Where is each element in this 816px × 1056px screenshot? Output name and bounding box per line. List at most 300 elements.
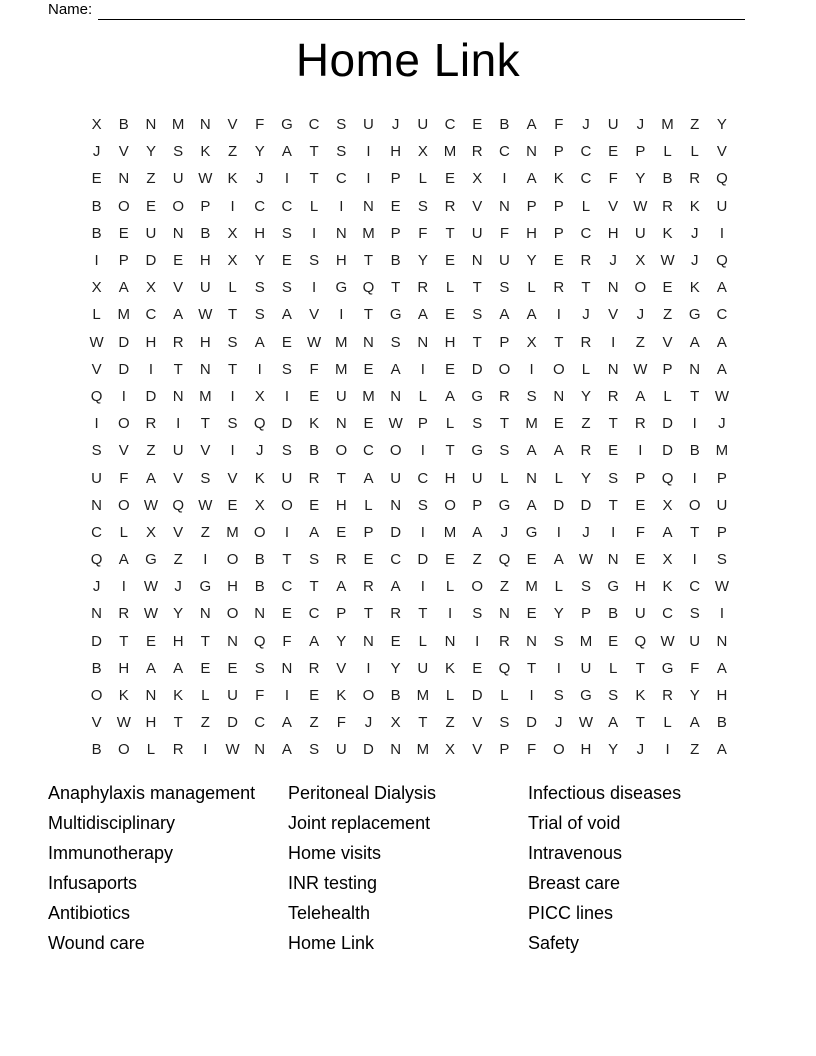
- grid-letter: A: [281, 306, 292, 324]
- grid-letter: V: [118, 442, 129, 460]
- grid-letter: V: [200, 442, 211, 460]
- grid-letter: C: [662, 605, 673, 623]
- grid-letter: O: [688, 496, 701, 514]
- grid-letter: M: [199, 387, 212, 405]
- grid-letter: I: [312, 224, 317, 242]
- grid-letter: A: [336, 578, 347, 596]
- grid-letter: R: [498, 387, 510, 405]
- grid-letter: N: [390, 387, 402, 405]
- grid-letter: N: [363, 333, 374, 351]
- grid-letter: A: [526, 306, 537, 324]
- grid-letter: S: [254, 659, 265, 677]
- grid-letter: Y: [689, 687, 700, 705]
- word-list-item: Peritoneal Dialysis: [288, 783, 437, 803]
- grid-letter: A: [145, 469, 156, 487]
- grid-letter: J: [718, 415, 726, 433]
- grid-letter: W: [660, 252, 675, 270]
- grid-letter: I: [203, 551, 208, 569]
- grid-letter: N: [118, 170, 130, 188]
- grid-letter: Z: [146, 442, 156, 460]
- grid-letter: T: [418, 714, 428, 732]
- grid-letter: L: [663, 714, 672, 732]
- grid-letter: I: [284, 387, 289, 405]
- grid-letter: Z: [662, 306, 673, 324]
- grid-letter: U: [199, 279, 211, 297]
- grid-letter: Y: [635, 170, 646, 188]
- grid-letter: M: [226, 523, 239, 541]
- grid-letter: O: [172, 197, 184, 215]
- grid-letter: C: [689, 578, 701, 596]
- grid-letter: J: [364, 714, 373, 732]
- grid-letter: T: [472, 333, 482, 351]
- grid-letter: U: [281, 469, 293, 487]
- grid-letter: I: [176, 415, 181, 433]
- grid-letter: P: [662, 360, 673, 378]
- grid-letter: F: [499, 224, 509, 242]
- grid-letter: W: [198, 306, 213, 324]
- grid-letter: L: [581, 197, 591, 215]
- grid-letter: A: [689, 333, 700, 351]
- grid-letter: V: [173, 279, 184, 297]
- grid-letter: I: [148, 360, 154, 378]
- grid-letter: W: [633, 360, 648, 378]
- grid-letter: J: [636, 741, 645, 759]
- grid-letter: E: [200, 659, 211, 677]
- grid-letter: H: [526, 224, 538, 242]
- grid-letter: F: [255, 116, 265, 134]
- grid-letter: W: [143, 578, 159, 596]
- grid-letter: A: [716, 279, 727, 297]
- grid-letter: J: [582, 523, 590, 541]
- grid-letter: L: [418, 170, 428, 188]
- grid-letter: P: [417, 415, 428, 433]
- grid-letter: R: [580, 333, 592, 351]
- word-list-item: INR testing: [288, 872, 378, 893]
- grid-letter: V: [309, 306, 320, 324]
- grid-letter: Q: [362, 279, 375, 297]
- grid-letter: I: [556, 659, 561, 677]
- grid-letter: A: [635, 387, 646, 405]
- word-list-column-1: [48, 779, 288, 958]
- grid-letter: Z: [499, 578, 509, 596]
- grid-letter: R: [417, 279, 429, 297]
- grid-letter: Y: [254, 143, 265, 161]
- grid-letter: V: [336, 659, 347, 677]
- grid-letter: N: [335, 224, 347, 242]
- grid-letter: A: [173, 306, 184, 324]
- grid-letter: R: [634, 415, 646, 433]
- grid-letter: C: [580, 170, 592, 188]
- grid-letter: N: [607, 551, 619, 569]
- grid-letter: A: [689, 714, 700, 732]
- grid-letter: I: [366, 143, 371, 161]
- grid-letter: Z: [581, 415, 591, 433]
- grid-letter: V: [227, 469, 238, 487]
- grid-letter: U: [91, 469, 103, 487]
- grid-letter: D: [118, 360, 130, 378]
- grid-letter: U: [335, 387, 347, 405]
- grid-letter: I: [366, 170, 371, 188]
- grid-letter: J: [582, 116, 590, 134]
- grid-letter: A: [173, 659, 184, 677]
- grid-letter: V: [118, 143, 129, 161]
- grid-letter: E: [445, 252, 456, 270]
- grid-letter: L: [527, 279, 536, 297]
- grid-letter: B: [200, 224, 211, 242]
- grid-letter: Y: [336, 632, 347, 650]
- grid-letter: N: [91, 496, 103, 514]
- grid-letter: E: [309, 687, 320, 705]
- grid-letter: A: [363, 469, 374, 487]
- grid-letter: I: [719, 224, 724, 242]
- grid-letter: N: [526, 469, 538, 487]
- grid-letter: Q: [90, 387, 103, 405]
- grid-letter: N: [363, 632, 374, 650]
- grid-letter: L: [663, 387, 672, 405]
- grid-letter: K: [254, 469, 265, 487]
- grid-letter: S: [417, 496, 428, 514]
- grid-letter: N: [172, 387, 184, 405]
- grid-letter: R: [390, 605, 402, 623]
- grid-letter: A: [472, 523, 483, 541]
- grid-letter: P: [363, 523, 374, 541]
- grid-letter: L: [445, 578, 455, 596]
- grid-letter: T: [445, 442, 455, 460]
- grid-letter: I: [366, 659, 371, 677]
- grid-letter: P: [635, 143, 646, 161]
- grid-letter: U: [417, 659, 429, 677]
- grid-letter: G: [607, 578, 619, 596]
- grid-letter: Y: [526, 252, 537, 270]
- grid-letter: C: [580, 224, 592, 242]
- grid-letter: O: [335, 442, 348, 460]
- grid-letter: I: [447, 605, 453, 623]
- grid-letter: H: [227, 578, 238, 596]
- grid-letter: R: [172, 741, 184, 759]
- grid-letter: W: [633, 197, 648, 215]
- grid-letter: S: [580, 578, 591, 596]
- grid-letter: L: [445, 687, 455, 705]
- grid-letter: S: [173, 143, 184, 161]
- grid-letter: I: [339, 197, 344, 215]
- grid-letter: X: [526, 333, 537, 351]
- grid-letter: N: [199, 605, 211, 623]
- grid-letter: K: [689, 279, 700, 297]
- grid-letter: I: [638, 442, 643, 460]
- grid-letter: T: [499, 415, 509, 433]
- word-list-item: Immunotherapy: [48, 842, 174, 863]
- grid-letter: T: [309, 143, 319, 161]
- grid-letter: V: [173, 523, 184, 541]
- grid-letter: N: [335, 415, 347, 433]
- grid-letter: B: [689, 442, 700, 460]
- grid-letter: L: [418, 632, 428, 650]
- grid-letter: O: [117, 197, 130, 215]
- grid-letter: J: [92, 578, 101, 596]
- grid-letter: T: [363, 252, 374, 270]
- grid-letter: T: [635, 659, 645, 677]
- grid-letter: K: [173, 687, 184, 705]
- grid-letter: B: [254, 578, 265, 596]
- grid-letter: X: [417, 143, 428, 161]
- grid-letter: E: [118, 224, 129, 242]
- grid-letter: R: [662, 197, 673, 215]
- grid-letter: R: [580, 252, 592, 270]
- word-list-item: Antibiotics: [48, 902, 131, 923]
- grid-letter: E: [445, 551, 456, 569]
- grid-letter: U: [471, 224, 483, 242]
- grid-letter: S: [309, 741, 320, 759]
- grid-letter: S: [309, 252, 320, 270]
- grid-letter: P: [553, 197, 564, 215]
- grid-letter: C: [335, 170, 347, 188]
- grid-letter: M: [525, 415, 538, 433]
- grid-letter: Y: [716, 116, 727, 134]
- grid-letter: A: [716, 360, 727, 378]
- grid-letter: D: [417, 551, 429, 569]
- grid-letter: W: [198, 496, 213, 514]
- grid-letter: C: [417, 469, 429, 487]
- grid-letter: I: [475, 632, 480, 650]
- grid-letter: E: [227, 659, 238, 677]
- grid-letter: Z: [472, 551, 482, 569]
- grid-letter: I: [230, 442, 235, 460]
- grid-letter: U: [498, 252, 510, 270]
- grid-letter: Q: [716, 170, 728, 188]
- grid-letter: V: [173, 469, 184, 487]
- grid-letter: U: [363, 116, 374, 134]
- grid-letter: X: [472, 170, 483, 188]
- grid-letter: G: [389, 306, 402, 324]
- grid-letter: C: [308, 116, 320, 134]
- grid-letter: C: [716, 306, 728, 324]
- grid-letter: S: [336, 116, 347, 134]
- grid-letter: R: [308, 469, 320, 487]
- grid-letter: J: [690, 252, 699, 270]
- grid-letter: X: [635, 252, 646, 270]
- grid-letter: O: [471, 578, 484, 596]
- grid-letter: P: [499, 333, 510, 351]
- grid-letter: A: [281, 714, 292, 732]
- grid-letter: X: [145, 279, 156, 297]
- grid-letter: S: [227, 415, 238, 433]
- grid-letter: R: [118, 605, 130, 623]
- grid-letter: I: [692, 415, 697, 433]
- grid-letter: B: [716, 714, 727, 732]
- grid-letter: U: [634, 224, 646, 242]
- grid-letter: U: [172, 442, 184, 460]
- grid-letter: K: [689, 197, 700, 215]
- grid-letter: X: [445, 741, 456, 759]
- grid-letter: W: [578, 551, 594, 569]
- grid-letter: P: [390, 170, 401, 188]
- grid-letter: E: [472, 659, 483, 677]
- grid-letter: A: [118, 551, 129, 569]
- grid-letter: T: [418, 605, 428, 623]
- grid-letter: B: [390, 687, 401, 705]
- grid-letter: M: [362, 387, 375, 405]
- grid-letter: E: [445, 306, 456, 324]
- name-fill-in-line[interactable]: [98, 0, 745, 20]
- grid-letter: P: [118, 252, 129, 270]
- grid-letter: I: [420, 442, 425, 460]
- grid-letter: I: [284, 687, 289, 705]
- grid-letter: L: [201, 687, 210, 705]
- grid-letter: E: [145, 632, 156, 650]
- grid-letter: N: [526, 632, 538, 650]
- word-list-column-2: [288, 779, 528, 958]
- grid-letter: S: [499, 279, 510, 297]
- grid-letter: E: [445, 360, 456, 378]
- grid-letter: G: [661, 659, 674, 677]
- grid-letter: T: [227, 306, 238, 324]
- grid-letter: Y: [580, 469, 591, 487]
- grid-letter: O: [253, 523, 266, 541]
- grid-letter: K: [553, 170, 564, 188]
- grid-letter: K: [200, 143, 211, 161]
- grid-letter: R: [607, 387, 619, 405]
- grid-letter: I: [230, 197, 235, 215]
- grid-letter: Z: [227, 143, 238, 161]
- grid-letter: R: [444, 197, 456, 215]
- grid-letter: E: [91, 170, 102, 188]
- grid-letter: D: [471, 360, 483, 378]
- grid-letter: B: [309, 442, 320, 460]
- grid-letter: Z: [690, 116, 700, 134]
- grid-letter: F: [309, 360, 319, 378]
- grid-letter: B: [499, 116, 510, 134]
- grid-letter: F: [282, 632, 292, 650]
- grid-letter: S: [336, 143, 347, 161]
- grid-letter: I: [556, 306, 561, 324]
- grid-letter: A: [390, 578, 401, 596]
- grid-letter: D: [363, 741, 374, 759]
- grid-letter: M: [443, 523, 457, 541]
- grid-letter: V: [227, 116, 238, 134]
- grid-letter: X: [390, 714, 401, 732]
- grid-letter: H: [199, 333, 211, 351]
- grid-letter: L: [445, 279, 455, 297]
- grid-letter: T: [445, 224, 455, 242]
- grid-letter: D: [91, 632, 103, 650]
- grid-letter: J: [636, 306, 645, 324]
- grid-letter: Y: [390, 659, 401, 677]
- grid-letter: A: [526, 442, 537, 460]
- grid-letter: M: [525, 578, 538, 596]
- grid-letter: N: [444, 632, 456, 650]
- grid-letter: L: [581, 360, 591, 378]
- grid-letter: V: [91, 360, 102, 378]
- grid-letter: X: [227, 252, 238, 270]
- grid-letter: P: [499, 741, 510, 759]
- grid-letter: T: [119, 632, 129, 650]
- grid-letter: K: [227, 170, 238, 188]
- grid-letter: Z: [309, 714, 319, 732]
- grid-letter: L: [663, 143, 672, 161]
- grid-letter: C: [254, 714, 266, 732]
- word-list-item: Multidisciplinary: [48, 812, 176, 833]
- grid-letter: Z: [200, 714, 210, 732]
- grid-letter: I: [284, 170, 289, 188]
- grid-letter: P: [553, 143, 564, 161]
- grid-letter: H: [254, 224, 266, 242]
- grid-letter: B: [118, 116, 129, 134]
- grid-letter: L: [119, 523, 128, 541]
- grid-letter: L: [146, 741, 156, 759]
- grid-letter: S: [472, 605, 483, 623]
- grid-letter: G: [471, 387, 484, 405]
- grid-letter: X: [662, 496, 673, 514]
- grid-letter: W: [89, 333, 104, 351]
- grid-letter: R: [689, 170, 701, 188]
- grid-letter: R: [145, 415, 157, 433]
- grid-letter: D: [580, 496, 592, 514]
- grid-letter: Q: [253, 415, 266, 433]
- grid-letter: U: [145, 224, 157, 242]
- grid-letter: M: [715, 442, 729, 460]
- grid-letter: I: [692, 551, 697, 569]
- grid-letter: U: [716, 197, 728, 215]
- grid-letter: I: [529, 360, 534, 378]
- word-list-item: Breast care: [528, 872, 621, 893]
- grid-letter: R: [172, 333, 184, 351]
- word-list-item: Infectious diseases: [528, 783, 682, 803]
- grid-letter: K: [445, 659, 456, 677]
- grid-letter: V: [472, 741, 483, 759]
- grid-letter: S: [553, 687, 564, 705]
- grid-letter: G: [498, 496, 511, 514]
- grid-letter: C: [145, 306, 157, 324]
- grid-letter: A: [445, 387, 456, 405]
- grid-letter: E: [472, 116, 483, 134]
- grid-letter: L: [309, 197, 319, 215]
- grid-letter: R: [553, 279, 565, 297]
- grid-letter: N: [607, 279, 619, 297]
- grid-letter: S: [608, 469, 619, 487]
- grid-letter: I: [420, 523, 425, 541]
- grid-letter: M: [335, 360, 348, 378]
- grid-letter: O: [552, 360, 565, 378]
- grid-letter: C: [254, 197, 266, 215]
- grid-letter: E: [363, 415, 374, 433]
- grid-letter: R: [471, 143, 483, 161]
- grid-letter: Y: [145, 143, 156, 161]
- grid-letter: M: [171, 116, 185, 134]
- grid-letter: E: [227, 496, 238, 514]
- grid-letter: T: [608, 496, 618, 514]
- grid-letter: A: [662, 523, 673, 541]
- grid-letter: D: [145, 387, 157, 405]
- grid-letter: T: [391, 279, 401, 297]
- grid-letter: E: [145, 197, 156, 215]
- grid-letter: H: [172, 632, 184, 650]
- grid-letter: N: [281, 659, 293, 677]
- grid-letter: D: [662, 415, 673, 433]
- grid-letter: S: [716, 551, 727, 569]
- grid-letter: B: [91, 197, 102, 215]
- grid-letter: V: [662, 333, 673, 351]
- grid-letter: A: [309, 632, 320, 650]
- grid-letter: N: [145, 687, 157, 705]
- grid-letter: T: [690, 387, 700, 405]
- grid-letter: G: [525, 523, 538, 541]
- grid-letter: A: [526, 170, 537, 188]
- grid-letter: E: [336, 523, 347, 541]
- grid-letter: T: [282, 551, 292, 569]
- grid-letter: D: [526, 714, 538, 732]
- grid-letter: N: [254, 741, 266, 759]
- grid-letter: F: [336, 714, 346, 732]
